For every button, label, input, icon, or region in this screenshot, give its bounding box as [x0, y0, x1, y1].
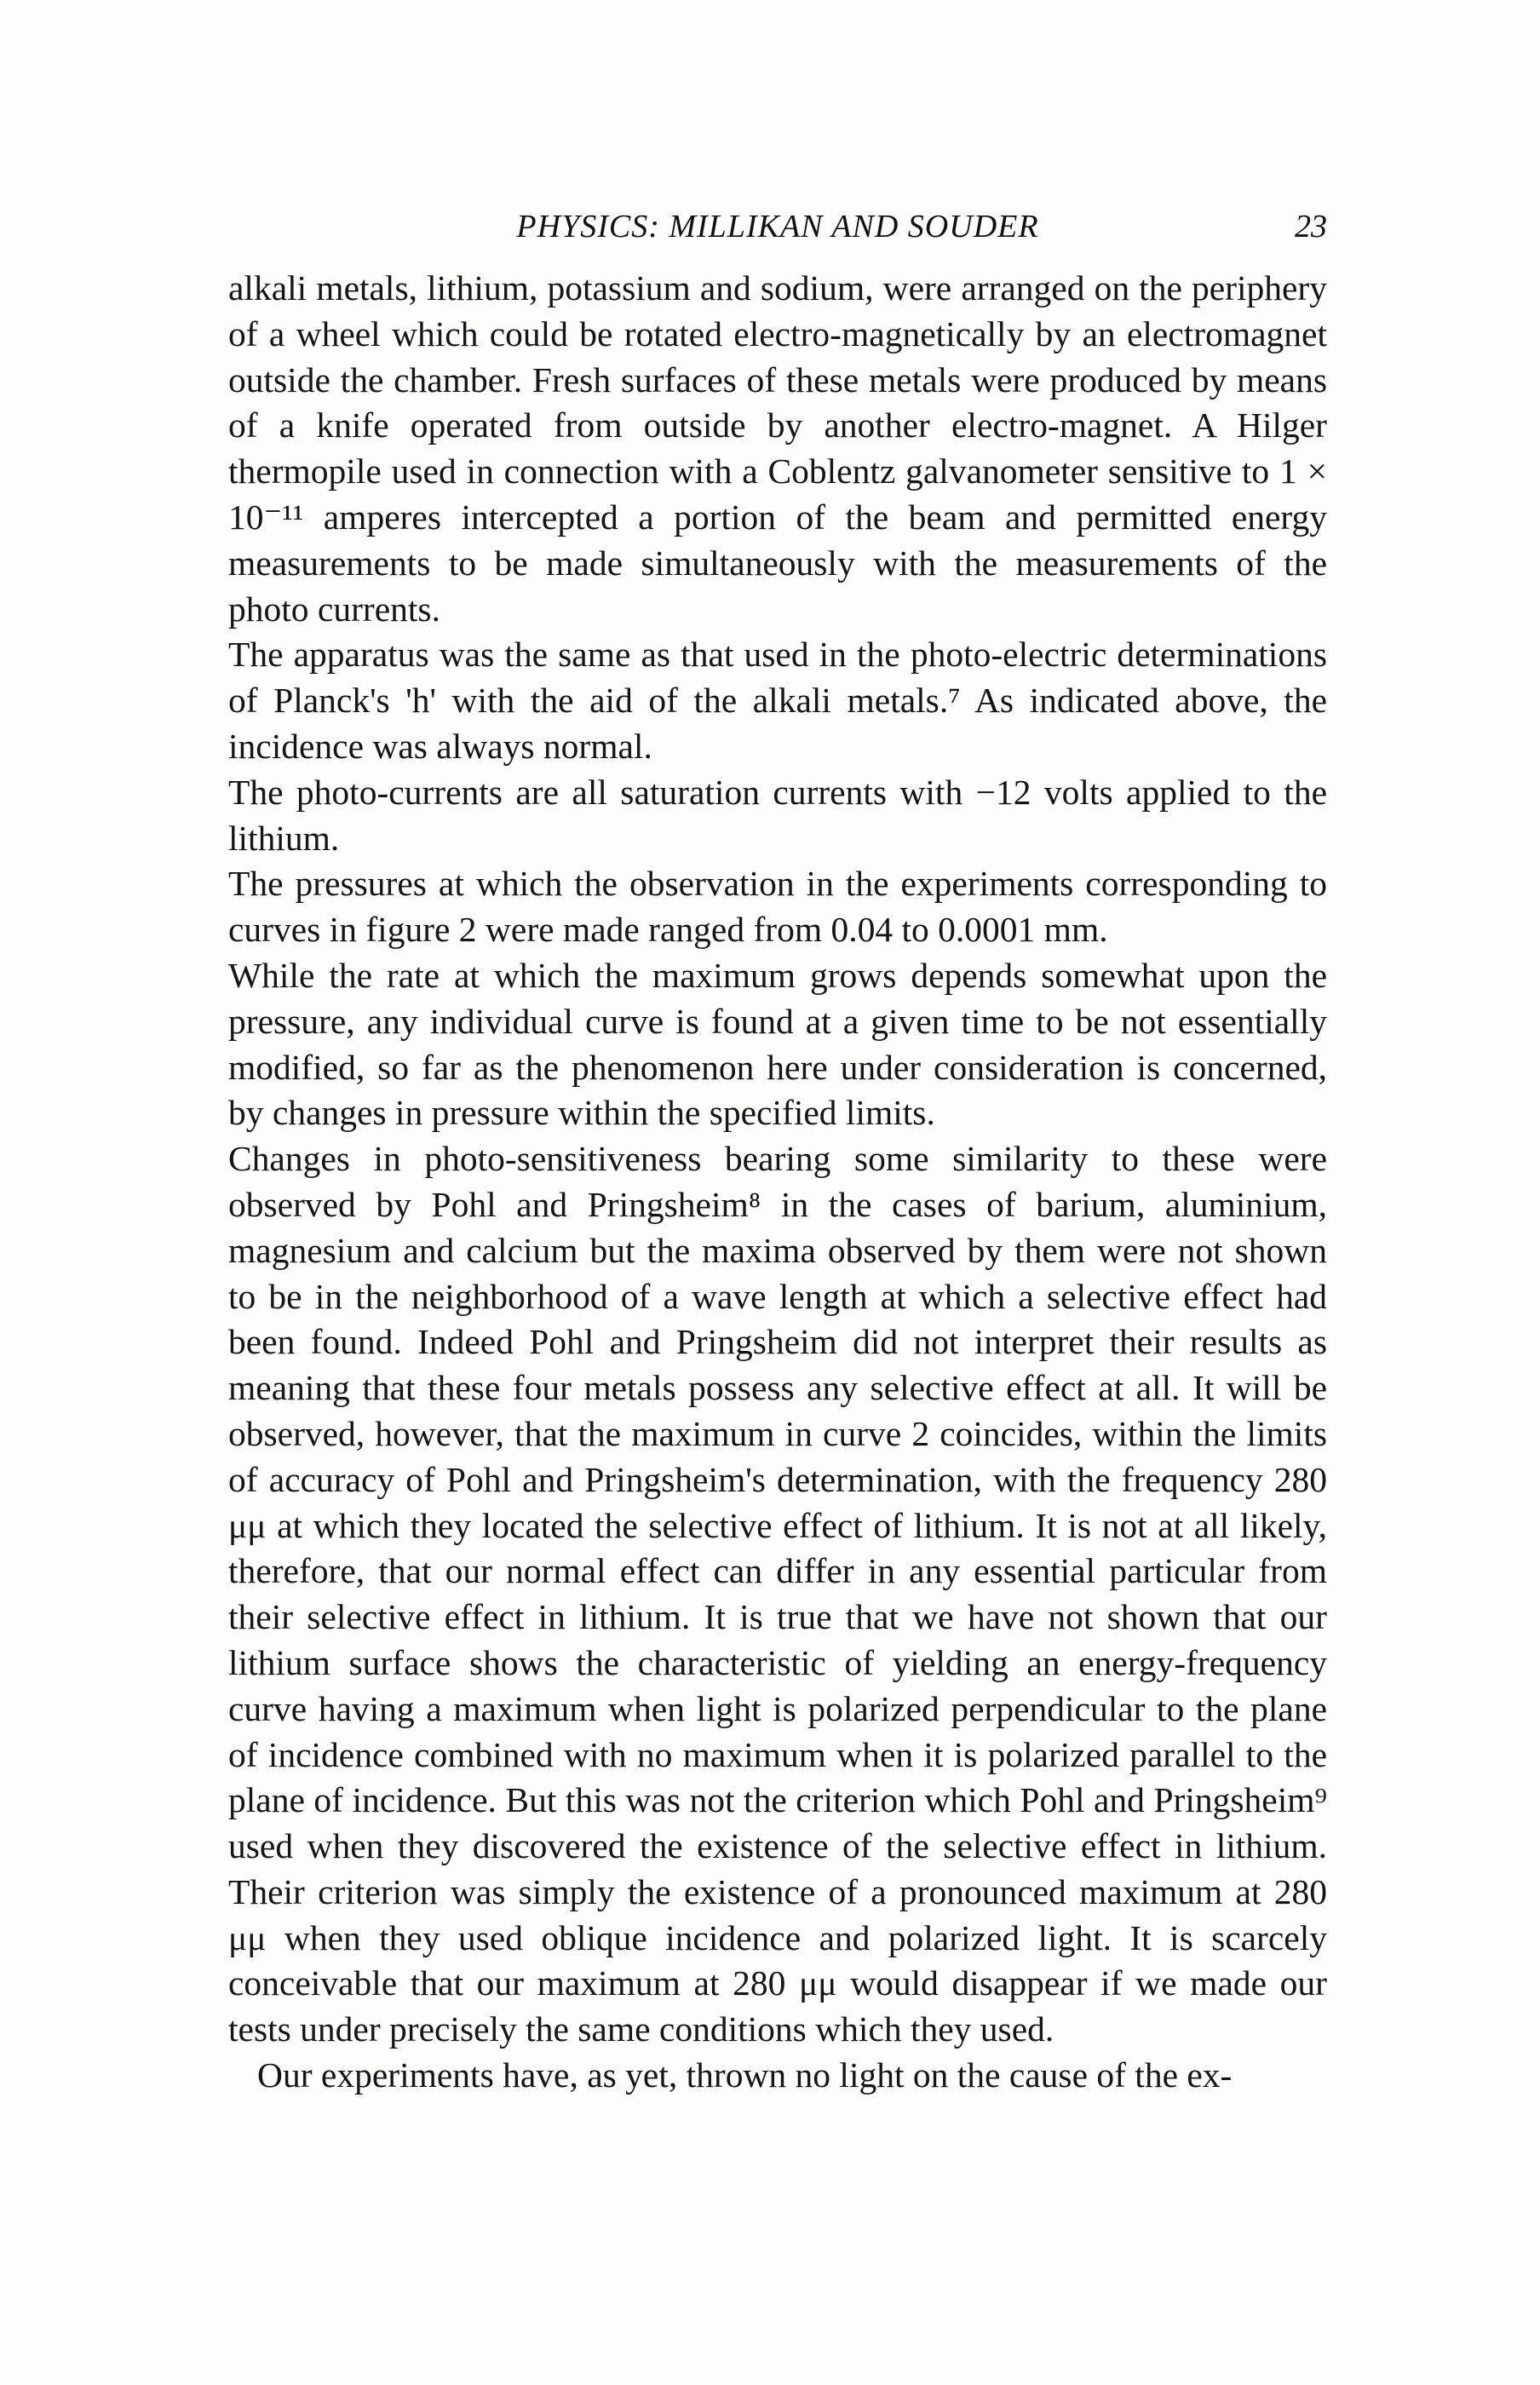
running-header — [228, 201, 1327, 252]
paragraph-pressures: The pressures at which the observation in the experiments corresponding to curves in figure 2 were made ranged from 0.04 to 0.0001 mm. — [228, 864, 1327, 950]
running-title: PHYSICS: MILLIKAN AND SOUDER — [516, 209, 1039, 244]
paragraph-rate-maximum: While the rate at which the maximum grows depends somewhat upon the pressure, any individual curve is found at a given time to be not essentially modified, so far as the phenomenon here under consideration is concerned, by changes in pressure within the specified limits. — [228, 955, 1327, 1133]
page-number: 23 — [1295, 209, 1327, 244]
paragraph-continuation: alkali metals, lithium, potassium and sodium, were arranged on the periphery of a wheel which could be rotated electro-magnetically by an electromagnet outside the chamber. Fresh surfaces of these metals were produced by means of a knife operated from outside by another electro-magnet. A Hilger thermopile used in connection with a Coblentz galvanometer sensitive to 1 × 10⁻¹¹ amperes intercepted a portion of the beam and permitted energy measurements to be made simultaneously with the measurements of the photo currents. — [228, 268, 1327, 629]
paragraph-photo-currents: The photo-currents are all saturation currents with −12 volts applied to the lithium. — [228, 772, 1327, 858]
paragraph-pohl-pringsheim: Changes in photo-sensitiveness bearing some similarity to these were observed by Pohl and Pringsheim⁸ in the cases of barium, aluminium, magnesium and calcium but the maxima observed by them were not shown to be in the neighborhood of a wave length at which a selective effect had been found. Indeed Pohl and Pringsheim did not interpret their results as meaning that these four metals possess any selective effect at all. It will be observed, however, that the maximum in curve 2 coincides, within the limits of accuracy of Pohl and Pringsheim's determination, with the frequency 280 μμ at which they located the selective effect of lithium. It is not at all likely, therefore, that our normal effect can differ in any essential particular from their selective effect in lithium. It is true that we have not shown that our lithium surface shows the characteristic of yielding an energy-frequency curve having a maximum when light is polarized perpendicular to the plane of incidence combined with no maximum when it is polarized parallel to the plane of incidence. But this was not the criterion which Pohl and Pringsheim⁹ used when they discovered the existence of the selective effect in lithium. Their criterion was simply the existence of a pronounced maximum at 280 μμ when they used oblique incidence and polarized light. It is scarcely conceivable that our maximum at 280 μμ would disappear if we made our tests under precisely the same conditions which they used. — [228, 1139, 1327, 2049]
paragraph-experiments: Our experiments have, as yet, thrown no light on the cause of the ex- — [257, 2055, 1233, 2095]
paragraph-apparatus: The apparatus was the same as that used in the photo-electric determinations of Planck's 'h' with the aid of the alkali metals.⁷ As indicated above, the incidence was always normal. — [228, 635, 1327, 766]
body-text — [228, 266, 1327, 2099]
